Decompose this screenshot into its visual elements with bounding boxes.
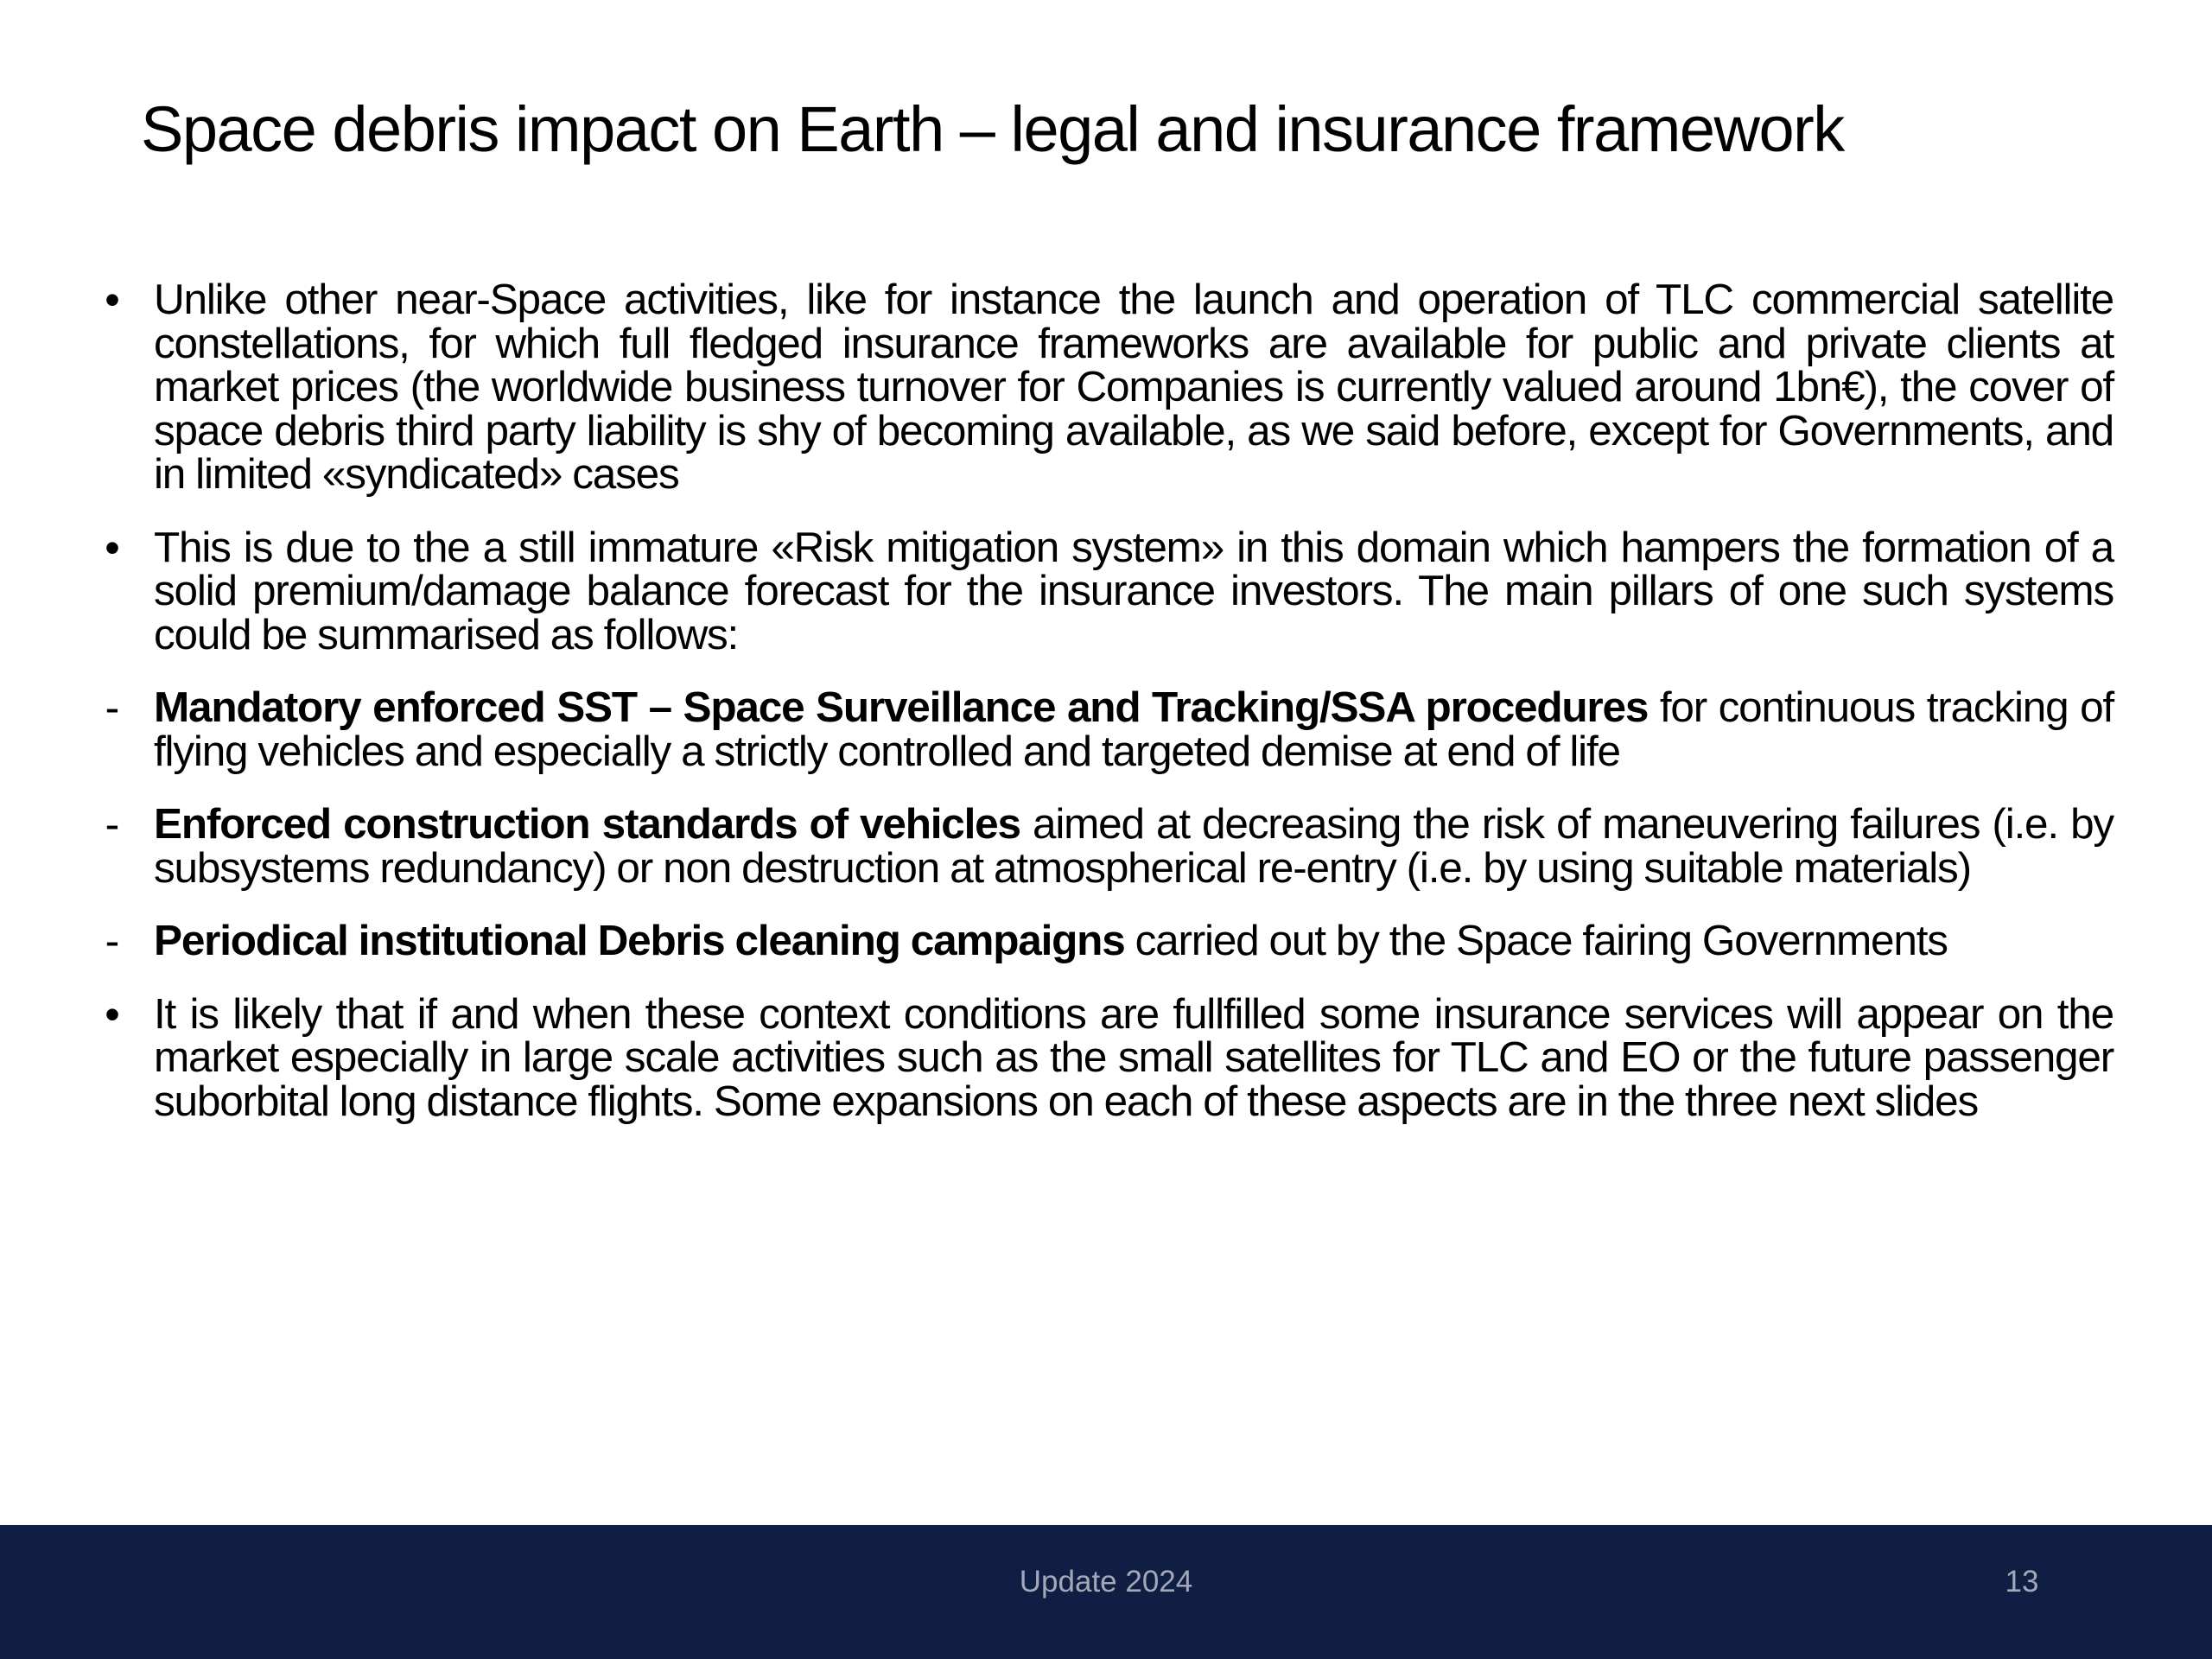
- bullet-body-text: Unlike other near-Space activities, like for instance the launch and operation of TLC commercial satellite constellations, for which full fledged insurance frameworks are available for public and private clients at market prices (the worldwide business turnover for Companies is currently valued around 1bn€), the cover of space debris third party liability is shy of becoming available, as we said before, except for Governments, and in limited «syndicated» cases: [154, 276, 2113, 498]
- dash-body-text: aimed at decreasing the risk of maneuvering failures (i.e. by subsystems redundancy) or non destruction at atmospherical re-entry (i.e. by using suitable materials): [154, 800, 2113, 892]
- bullet-body-text: It is likely that if and when these context conditions are fullfilled some insurance services will appear on the market especially in large scale activities such as the small satellites for TLC and EO or the future passenger suborbital long distance flights. Some expansions on each of these aspects are in the three next slides: [154, 989, 2113, 1125]
- bullet-body-text: This is due to the a still immature «Risk mitigation system» in this domain which hampers the formation of a solid premium/damage balance forecast for the insurance investors. The main pillars of one such systems could be summarised as follows:: [154, 523, 2113, 658]
- dash-body-text: for continuous tracking of flying vehicles and especially a strictly controlled and targeted demise at end of life: [154, 683, 2113, 775]
- dash-text: [154, 919, 2113, 963]
- slide-body: [95, 278, 2113, 1153]
- dash-item: [95, 683, 2113, 775]
- bullet-text: [154, 989, 2113, 1125]
- bullet-marker: •: [105, 989, 120, 1039]
- dash-item: [95, 800, 2113, 892]
- dash-marker: -: [105, 917, 120, 965]
- dash-marker: -: [105, 800, 120, 849]
- dash-marker: -: [105, 683, 120, 732]
- bullet-item: [95, 278, 2113, 497]
- dash-bold-text: Mandatory enforced SST – Space Surveillance and Tracking/SSA procedures: [154, 683, 1649, 731]
- footer-update-label: Update 2024: [1019, 1565, 1193, 1599]
- dash-bold-text: Enforced construction standards of vehicles: [154, 800, 1020, 848]
- dash-item: [95, 919, 2113, 963]
- bullet-marker: •: [105, 523, 120, 572]
- dash-body-text: carried out by the Space fairing Governments: [1124, 917, 1948, 964]
- slide-number: 13: [2005, 1565, 2039, 1599]
- bullet-item: [95, 989, 2113, 1125]
- bullet-text: [154, 278, 2113, 497]
- slide-title: Space debris impact on Earth – legal and insurance framework: [141, 93, 1844, 165]
- dash-bold-text: Periodical institutional Debris cleaning campaigns: [154, 917, 1125, 964]
- dash-text: [154, 800, 2113, 892]
- bullet-marker: •: [105, 276, 120, 324]
- bullet-item: [95, 523, 2113, 658]
- bullet-text: [154, 523, 2113, 658]
- dash-text: [154, 683, 2113, 775]
